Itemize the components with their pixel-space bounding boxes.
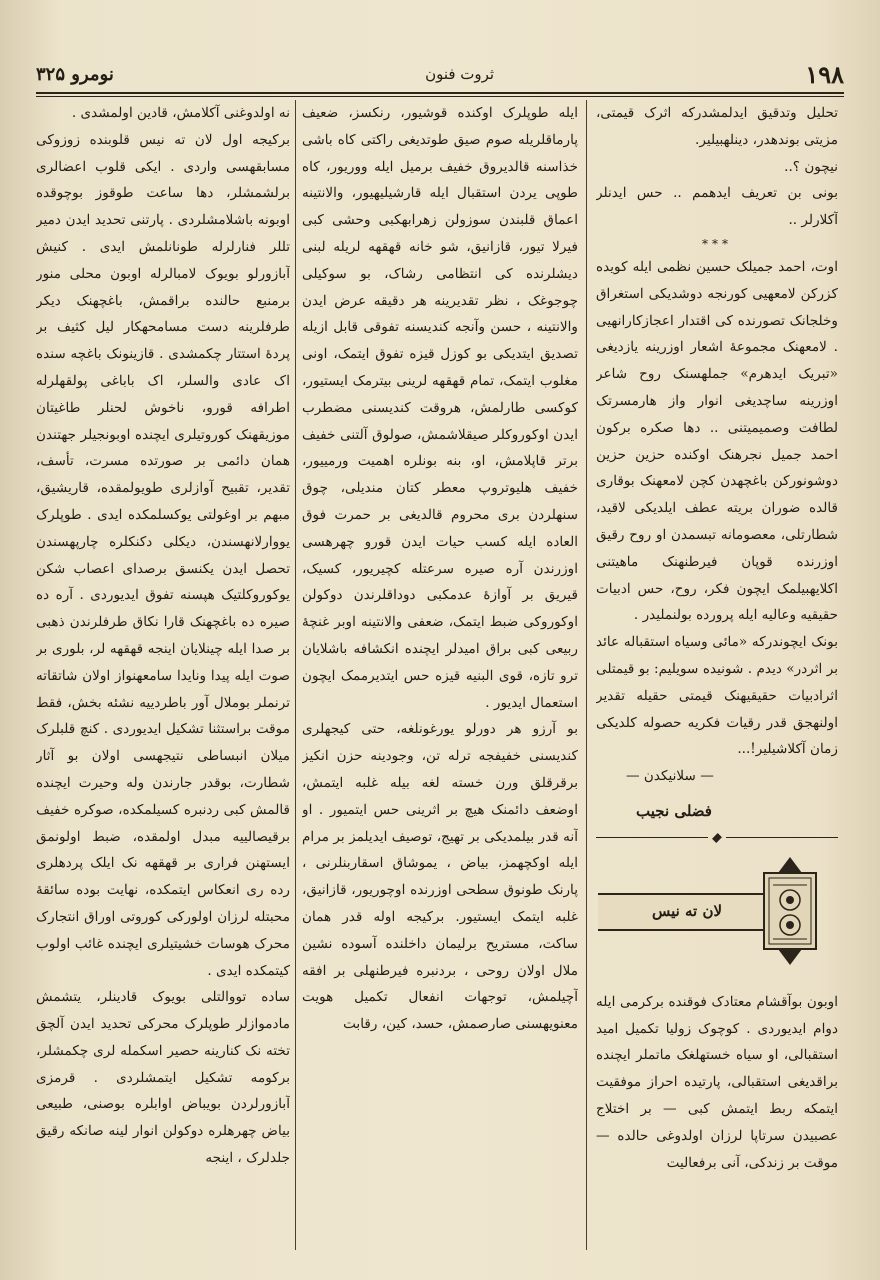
header-rule bbox=[36, 92, 844, 97]
ornamental-medallion-icon bbox=[756, 855, 824, 967]
paragraph: تحلیل وتدقیق ایدلمشدرکه اثرک قیمتی، مزیتی بوندهدر، دینلهبیلیر. bbox=[596, 105, 838, 148]
paragraph: نیچون ؟.. bbox=[784, 158, 838, 175]
paragraph: بونک ایچوندرکه «مائی وسیاه استقباله عائد بر اثردر» دیدم . شونیده سویلیم: بو قیمتلی اثرادبیات حقیقیهنک قیمتی حقیله تقدیر اولنهجق قدر رقیات فکریه حصوله کلدیکی زمان آکلاشیلیر!... bbox=[596, 634, 838, 758]
section-title: لان ته نیس bbox=[651, 902, 723, 921]
issue-number: نومرو ۳۲۵ bbox=[36, 63, 114, 85]
column-middle bbox=[302, 100, 578, 1250]
section-title-frame bbox=[598, 893, 778, 931]
paragraph: بو آرزو هر دورلو یورغونلغه، حتی کیجهلری کندیسنی خفیفجه ترله تن، وجودینه حزن انکیز برقرقلق ورن خسته لغه بیله غلبه ایتمش، اوضعف دائمنک هیچ بر اثرینی حس ایتمیور . او آنه قدر بیلمدیکی بر تهیج، توصیف ایدیلمز بر مرام ایله اوکچهمز، بیاض ، یموشاق اسقاربنلرنی ، پارنک طونوق سطحی اوزرنده اوچوریور، قازانیق، غلبه ایتمک ایستیور. برکیجه اوله قدر همان ساکت، مستریح برلیمان داخلنده آسوده نشین ملال اولان روحی ، بردنبره فیرطنهلی بر افقه آچیلمش، توجهات انفعال تکمیل هویت معنویهسنی صارصمش، حسد، کین، رقابت bbox=[302, 721, 578, 1033]
section-title-block bbox=[596, 855, 838, 975]
column-right bbox=[596, 100, 838, 1250]
ornament-line bbox=[596, 837, 708, 838]
section-separator: *** bbox=[702, 236, 732, 251]
column-divider-right bbox=[586, 100, 587, 1250]
column-left bbox=[36, 100, 290, 1250]
paragraph: بونی بن تعریف ایدهمم .. حس ایدنلر آکلارلر .. bbox=[596, 185, 838, 229]
paragraph: ساده تووالتلی بویوک قادینلر، یتشمش مادموازلر طوپلرک محرکی تحدید ایدن آلچق تخته نک کنارینه حصیر اسکمله لری چکمشلر، برکومه تشکیل ایتمشلردی . قرمزی آبازورلردن بویباض اوابلره بوصنی، طبیعی بیاض چهرهلره دوکولن انوار لینه صانکه رقیق جلدلرک ، اینجه bbox=[36, 989, 290, 1167]
paragraph: برکیجه اول لان ته نیس قلوبنده زوزوکی مسابقهسی واردی . ایکی قلوب اعضالری برلشمشلر، دها ساعت طوقوز بوچوقده اوبونه باشلامشلردی . پارتنی تحدید ایدن دمیر تللر فنارلرله طونانلمش ایدی . کنیش آبازورلو بویوک لامبالرله اوبون محلی منور برمنبع حالنده براقمش، باغچهنک دیکر طرفلرینه دست مسامحهکار لیل کثیف بر پردهٔ استتار چکمشدی . قازینونک باغچه سنده اک عادی والسلر، اک باباغی پولقهلرله اطرافه قورو، ناخوش لحنلر طاغیتان موزیقهنک کوروتیلری ایچنده اوبونجیلر جهتندن همان دائمی بر صورتده مسرت، تأسف، تقدیر، تقبیح آوازلری طویولمقده، قاریشیق، مبهم بر اوغولتی یوکسلمکده ایدی . طوپلرک یووارلانهسندن، دیکلی دکنکلره چارپهسندن تحصل ایدن یکنسق برصدای اعصاب شکن یوکوروکلتیک هپسنه تفوق ایدیوردی . آره ده صیره ده باغچهنک قارا نکاق طرفلرندن ذهبی بر صدا ایله چینلایان اینجه قهقهه لر، بلوری بر صوت ایله پیدا ونایدا سامعهنواز اولان شاتقاته ترنملر بوملال آور باطردییه نشئه بخش، فقط موقت براستثنا تشکیل ایدیوردی . کنچ قلبلرک میلان انبساطی نتیجهسی اولان بو آثار شطارت، بوقدر جارندن وله وحیرت ایچنده قالمش کبی ردنبره کسیلمکده، صوکره خفیف برقیصالییه مبدل اولمقده، ضبط اولونمق ایستهنن فراری بر قهقهه نک ایلک پردهلری رده ری انعکاس ایتمکده، نهایت بوده سائقهٔ محبتله لرزان اولورکی کوروتی اوراق انتجارک محرک هوسات خشیتیلری ایچنده غائب اولوب کیتمکده ایدی . bbox=[36, 131, 290, 979]
ornament-diamond bbox=[712, 833, 722, 843]
page-number: ۱۹۸ bbox=[805, 59, 844, 89]
author-signature: فضلی نجیب bbox=[636, 801, 712, 820]
paragraph: نه اولدوغنی آکلامش، قادین اولمشدی . bbox=[71, 105, 290, 121]
page-header bbox=[36, 58, 844, 90]
column-divider-left bbox=[295, 100, 296, 1250]
paragraph: اوبون بوآقشام معتادک فوقنده برکرمی ایله دوام ایدیوردی . کوچوک زولیا تکمیل امید استقبالی، او سیاه خستهلغک ماتملر ایچنده براقدیغی استقبالی، پارتیده احراز موفقیت ایتمکه ربط ایتمش کبی — بر اختلاج عصبیدن سرتاپا لرزان اولدوغی حالده — موقت بر زندکی، آنی برفعالیت bbox=[596, 993, 838, 1171]
paragraph: اوت، احمد جمیلک حسین نظمی ایله کویده کزرکن لامعهیی کورنجه دوشدیکی استغراق وخلجانک تصورنده کی اقتدار اعجازکارانهیی . لامعهنک مجموعهٔ اشعار اوزرینه یازدیغی «تبریک ایدهرم» جملهسنک روح شاعر اوزرینه ساچدیغی انوار واز هارمسرتک لطافت وصمیمیتنی .. دها صکره برکون احمد جمیل نجرهنک اوکنده حزین حزین دوشونورکن باغچهدن کچن لامعهنک بوقاری قالده ضوران بریته عطف ایلدیکی لاقید، شطارتلی، معصومانه تبسمدن او روح رقیق اوزرنده قوپان فیرطنهنک ماهیتنی اکلایهبیلمک ایچون فکر، روح، حس ادبیات حقیقیه وعالیه ایله پرورده بولنملیدر . bbox=[596, 258, 838, 624]
place-date: — سلانیکدن — bbox=[626, 768, 714, 785]
paragraph: ایله طوپلرک اوکنده قوشیور، رنکسز، ضعیف پارماقلریله صوم صیق طوتدیغی راکتی کاه باشی خذاسنه قالدیروق خفیف برمیل ایله ووریور، کاه طوپی یردن استقبال ایله قارشیلیهیور، والانتینه اعماق قلبندن سوزولن زهرابهکبی وحشی کبی فیرلا تیور، قازانیق، شو خانه قهقهه لریله لبنی دیشلرنده کی انتظامی رشاک، بو سوکیلی چوجوغک ، نظر تقدیرینه هر دقیقه عرض ایدن والانتینه ، حسن وآنجه کندیسنه تفوقی قابل ازیله تصدیق ایتدیکی بو کوزل قیزه تفوق ایتمک، اونی مغلوب ایتمک، تمام قهقهه لرینی بیترمک ایستیور، کوکسی طارلمش، هروقت کندیسنی مضطرب ایدن اوکوروکلر صیقلاشمش، صولوق آلتنی خفیف برتر قاپلامش، او، بنه بونلره اهمیت ورمییور، خفیف هلیوتروپ معطر کتان مندیلی، چوق سنهلردن بری محروم قالدیغی بر حمرت فوق العاده ایله کسب حیات ایدن قورو چهرهسی اوزرندن آره صیره سرعتله کچیریور، کسیک، قیریق بر آوازهٔ عدمکبی دوداقلرندن دوکولن اوکوروکی ضبط ایتمک، ضعفی والانتینه اوبر غنچهٔ ربیعی کبی براق امیدلر ایچنده انکشافه باشلایان ترو تازه، قوی البنیه قیزه حس ایتدیرممک ایچون استعمال ایدیور . bbox=[302, 105, 578, 711]
ornament-divider bbox=[596, 829, 838, 847]
journal-title: ثروت فنون bbox=[425, 65, 495, 83]
ornament-line bbox=[726, 837, 838, 838]
